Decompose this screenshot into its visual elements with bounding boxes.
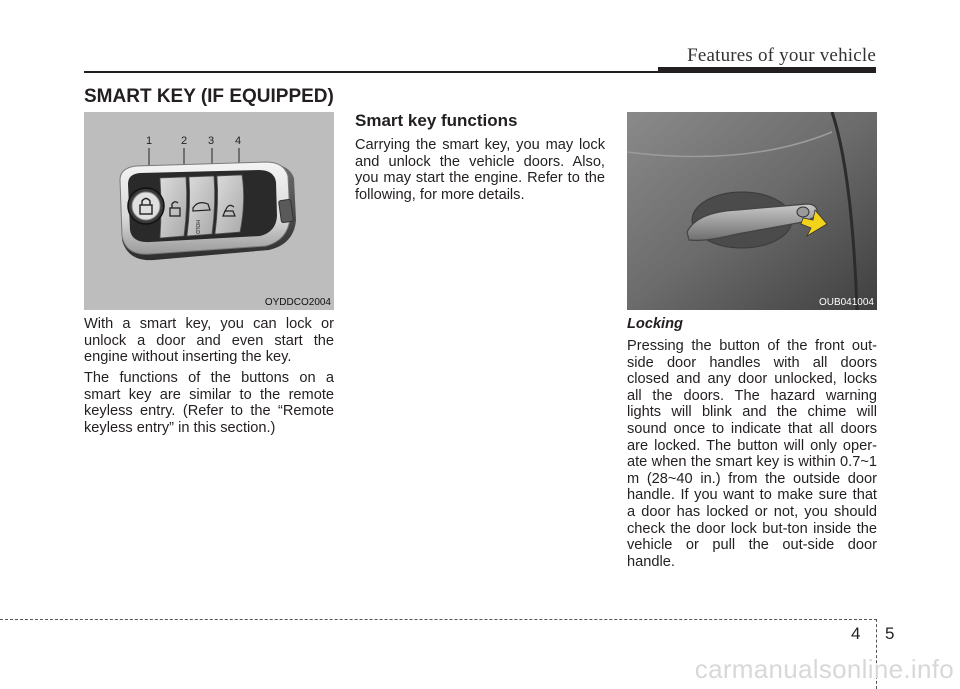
header-rule [84,71,658,73]
door-handle-illustration [627,112,877,310]
header-rule-thick [658,67,876,73]
section-title: SMART KEY (IF EQUIPPED) [84,86,334,107]
callout-3: 3 [208,135,215,147]
hold-label: HOLD [194,220,200,234]
figure-code: OYDDCO2004 [264,297,331,308]
smart-key-figure [84,112,334,310]
paragraph: The functions of the buttons on a smart key are similar to the remote keyless entry. (Refer to the “Remote keyless entry” in this section.) [84,370,334,436]
callout-1: 1 [146,135,153,147]
chapter-title: Features of your vehicle [687,45,876,66]
chapter-number: 4 [851,624,861,643]
door-handle-figure [627,112,877,310]
subsection-title: Smart key functions [355,111,518,130]
subsection-title: Locking [627,316,683,332]
page-number: 5 [885,624,895,643]
callout-4: 4 [235,135,242,147]
figure-code: OUB041004 [818,297,874,308]
smart-key-illustration [84,112,334,310]
paragraph: Carrying the smart key, you may lock and unlock the vehicle doors. Also, you may start the engine. Refer to the following, for more details. [355,137,605,203]
watermark: carmanualsonline.info [694,654,954,684]
paragraph: Pressing the button of the front out-side door handles with all doors closed and any door unlocked, locks all the doors. The hazard warning lights will blink and the chime will sound once to indicate that all doors are locked. The button will only oper-ate when the smart key is within 0.7~1 m (28~40 in.) from the outside door handle. If you want to make sure that a door has locked or not, you should check the door lock but-ton inside the vehicle or pull the out-side door handle. [627,338,877,570]
callout-2: 2 [181,135,188,147]
paragraph: With a smart key, you can lock or unlock a door and even start the engine without inserting the key. [84,316,334,366]
footer-rule [0,619,877,620]
